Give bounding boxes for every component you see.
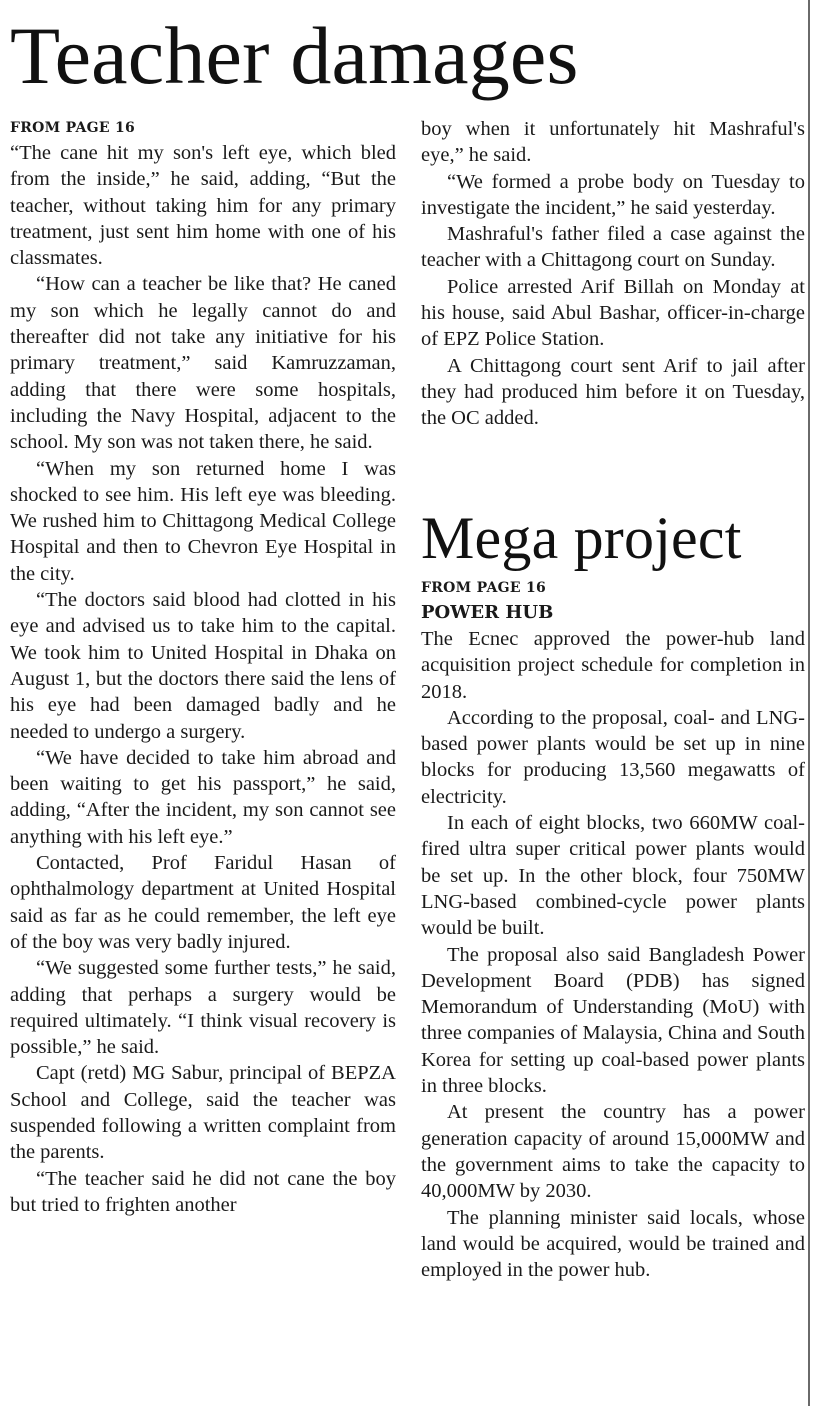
subheading: POWER HUB xyxy=(421,602,554,623)
paragraph: A Chittagong court sent Arif to jail after they had produced him before it on Tuesday, the OC added. xyxy=(421,354,805,430)
paragraph: “The doctors said blood had clotted in his eye and advised us to take him to the capital. We took him to United Hospital in Dhaka on August 1, but the doctors there said the lens of his eye had been damaged badly and he needed to undergo a surgery. xyxy=(10,589,396,743)
paragraph: According to the proposal, coal- and LNG-based power plants would be set up in nine blocks for producing 13,560 megawatts of electricity. xyxy=(421,706,805,808)
paragraph: The proposal also said Bangladesh Power Development Board (PDB) has signed Memorandum of Understanding (MoU) with three companies of Malaysia, China and South Korea for setting up coal-based power plants in three blocks. xyxy=(421,943,805,1098)
article-headline-mega-project: Mega project xyxy=(421,505,742,571)
paragraph: boy when it unfortunately hit Mashraful's eye,” he said. xyxy=(421,118,805,167)
article-column-left xyxy=(10,116,396,1218)
paragraph: “When my son returned home I was shocked to see him. His left eye was bleeding. We rushed him to Chittagong Medical College Hospital and then to Chevron Eye Hospital in the city. xyxy=(10,457,396,585)
paragraph: Mashraful's father filed a case against the teacher with a Chittagong court on Sunday. xyxy=(421,223,805,272)
paragraph: At present the country has a power generation capacity of around 15,000MW and the government aims to take the capacity to 40,000MW by 2030. xyxy=(421,1101,805,1203)
paragraph: Contacted, Prof Faridul Hasan of ophthalmology department at United Hospital said as far as he could remember, the left eye of the boy was very badly injured. xyxy=(10,852,396,953)
from-page-label: FROM PAGE 16 xyxy=(421,580,547,596)
paragraph: The Ecnec approved the power-hub land acquisition project schedule for completion in 2018. xyxy=(421,628,805,703)
paragraph: “The cane hit my son's left eye, which bled from the inside,” he said, adding, “But the teacher, without taking him for any primary treatment, just sent him home with one of his classmates. xyxy=(10,142,396,270)
column-divider xyxy=(808,0,810,1406)
paragraph: In each of eight blocks, two 660MW coal-fired ultra super critical power plants would be set up. In the other block, four 750MW LNG-based combined-cycle power plants would be built. xyxy=(421,812,805,940)
from-page-label: FROM PAGE 16 xyxy=(10,120,136,136)
paragraph: “We suggested some further tests,” he said, adding that perhaps a surgery would be required ultimately. “I think visual recovery is possible,” he said. xyxy=(10,957,396,1059)
article-column-right-continued xyxy=(421,116,805,432)
paragraph: Capt (retd) MG Sabur, principal of BEPZA School and College, said the teacher was suspended following a written complaint from the parents. xyxy=(10,1062,396,1164)
paragraph: “The teacher said he did not cane the boy but tried to frighten another xyxy=(10,1167,396,1216)
paragraph: “We formed a probe body on Tuesday to investigate the incident,” he said yesterday. xyxy=(421,170,805,219)
paragraph: “How can a teacher be like that? He caned my son which he legally cannot do and thereafter did not take any initiative for his primary treatment,” said Kamruzzaman, adding that there were some hospitals, including the Navy Hospital, adjacent to the school. My son was not taken there, he said. xyxy=(10,273,396,454)
paragraph: The planning minister said locals, whose land would be acquired, would be trained and employed in the power hub. xyxy=(421,1206,805,1282)
paragraph: Police arrested Arif Billah on Monday at his house, said Abul Bashar, officer-in-charge of EPZ Police Station. xyxy=(421,275,805,351)
article-headline-teacher-damages: Teacher damages xyxy=(10,10,579,101)
paragraph: “We have decided to take him abroad and been waiting to get his passport,” he said, adding, “After the incident, my son cannot see anything with his left eye.” xyxy=(10,746,396,848)
article-column-mega-project xyxy=(421,576,805,1283)
